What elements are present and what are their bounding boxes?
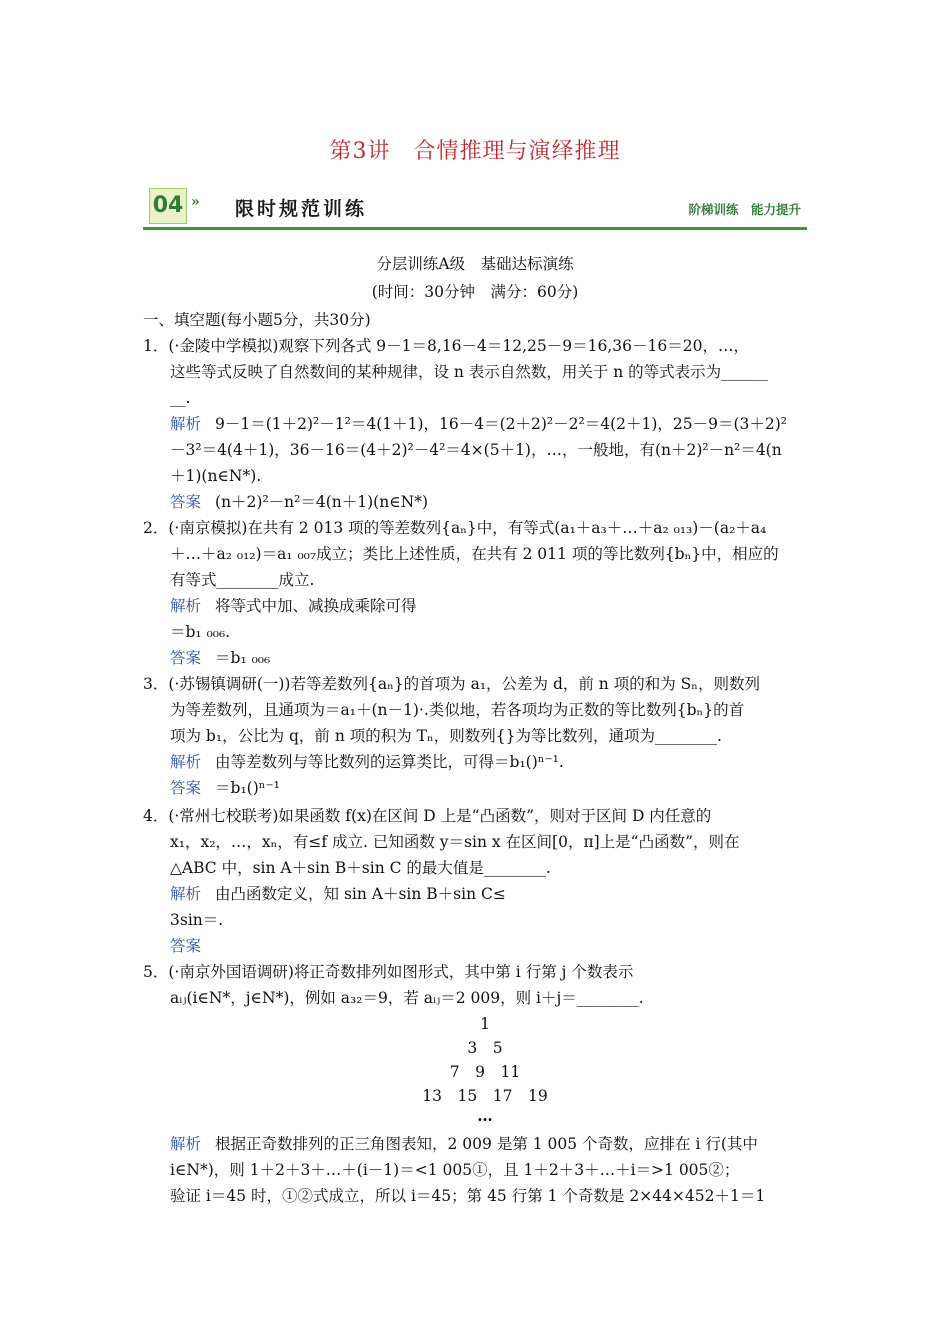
analysis-label: 解析	[170, 1135, 202, 1153]
time-limit: (时间：30分钟 满分：60分)	[371, 283, 579, 301]
q5-analysis-1: 解析 根据正奇数排列的正三角图表知，2 009 是第 1 005 个奇数，应排在 i 行(其中	[170, 1135, 758, 1153]
triangle-row-2: 3 5	[467, 1039, 503, 1057]
q1-analysis-1: 解析 9－1＝(1＋2)²－1²＝4(1＋1)，16－4＝(2＋2)²－2²＝4(2＋1)，25－9＝(3＋2)²	[170, 415, 788, 433]
q2-stem-3: 有等式________成立.	[170, 571, 315, 589]
q3-answer: 答案 ＝b₁()ⁿ⁻¹	[170, 779, 280, 797]
banner-title: 限时规范训练	[235, 198, 368, 220]
q4-analysis-1: 解析 由凸函数定义，知 sin A＋sin B＋sin C≤	[170, 885, 506, 903]
q3-stem-3: 项为 b₁，公比为 q，前 n 项的积为 Tₙ，则数列{}为等比数列，通项为________.	[170, 727, 722, 745]
triangle-row-3: 7 9 11	[449, 1063, 521, 1081]
q4-stem-2: x₁，x₂，…，xₙ，有≤f 成立. 已知函数 y＝sin x 在区间[0，π]上是“凸函数”，则在	[170, 833, 740, 851]
section-banner	[143, 186, 807, 230]
q4-stem-1: 4．(·常州七校联考)如果函数 f(x)在区间 D 上是“凸函数”，则对于区间 D 内任意的	[143, 807, 712, 825]
analysis-label: 解析	[170, 597, 202, 615]
q5-stem-2: aᵢⱼ(i∈N*，j∈N*)，例如 a₃₂＝9，若 aᵢⱼ＝2 009，则 i＋j＝________.	[170, 989, 644, 1007]
q1-analysis-2: －3²＝4(4＋1)，36－16＝(4＋2)²－4²＝4×(5＋1)，…，一般地，有(n＋2)²－n²＝4(n	[170, 441, 782, 459]
q2-analysis-2: ＝b₁ ₀₀₆.	[170, 623, 231, 641]
triangle-row-4: 13 15 17 19	[422, 1087, 548, 1105]
q2-stem-1: 2．(·南京模拟)在共有 2 013 项的等差数列{aₙ}中，有等式(a₁＋a₃＋…＋a₂ ₀₁₃)－(a₂＋a₄	[143, 519, 767, 537]
q5-analysis-2: i∈N*)，则 1＋2＋3＋…＋(i－1)＝<1 005①，且 1＋2＋3＋…＋i＝>1 005②；	[170, 1161, 740, 1179]
q1-answer: 答案 (n＋2)²－n²＝4(n＋1)(n∈N*)	[170, 493, 429, 511]
part-heading: 一、填空题(每小题5分，共30分)	[143, 311, 371, 329]
q1-stem-2: 这些等式反映了自然数间的某种规律，设 n 表示自然数，用关于 n 的等式表示为______	[170, 363, 768, 381]
q3-stem-2: 为等差数列，且通项为＝a₁＋(n－1)·.类似地，若各项均为正数的等比数列{bₙ}的首	[170, 701, 745, 719]
q5-analysis-3: 验证 i＝45 时，①②式成立，所以 i＝45；第 45 行第 1 个奇数是 2×44×452＋1＝1	[170, 1187, 766, 1205]
triangle-row-1: 1	[480, 1015, 490, 1033]
q1-stem-3: __.	[170, 389, 191, 407]
triangle-row-5: …	[477, 1106, 493, 1125]
q2-analysis-1: 解析 将等式中加、减换成乘除可得	[170, 597, 417, 615]
q1-analysis-3: ＋1)(n∈N*).	[170, 467, 262, 485]
q2-stem-2: ＋…＋a₂ ₀₁₂)＝a₁ ₀₀₇成立；类比上述性质，在共有 2 011 项的等比数列{bₙ}中，相应的	[170, 545, 779, 563]
q4-analysis-2: 3sin＝.	[170, 911, 224, 929]
q2-answer: 答案 ＝b₁ ₀₀₆	[170, 649, 271, 667]
answer-label: 答案	[170, 779, 202, 797]
analysis-label: 解析	[170, 753, 202, 771]
banner-subtitle: 阶梯训练 能力提升	[688, 202, 801, 217]
lesson-title: 第3讲 合情推理与演绎推理	[329, 139, 621, 164]
banner-badge: 04	[149, 188, 187, 224]
q4-answer	[170, 936, 215, 956]
q5-stem-1: 5．(·南京外国语调研)将正奇数排列如图形式，其中第 i 行第 j 个数表示	[143, 963, 634, 981]
analysis-label: 解析	[170, 415, 202, 433]
answer-label: 答案	[170, 493, 202, 511]
section-heading: 分层训练A级 基础达标演练	[376, 255, 574, 273]
analysis-label: 解析	[170, 885, 202, 903]
answer-label: 答案	[170, 937, 202, 955]
q4-stem-3: △ABC 中，sin A＋sin B＋sin C 的最大值是________.	[170, 859, 551, 877]
banner-arrows-icon: »	[191, 194, 200, 210]
q1-stem-1: 1．(·金陵中学模拟)观察下列各式 9－1＝8,16－4＝12,25－9＝16,36－16＝20，…，	[143, 337, 749, 355]
q3-stem-1: 3．(·苏锡镇调研(一))若等差数列{aₙ}的首项为 a₁，公差为 d，前 n 项的和为 Sₙ，则数列	[143, 675, 760, 693]
answer-label: 答案	[170, 649, 202, 667]
q3-analysis-1: 解析 由等差数列与等比数列的运算类比，可得＝b₁()ⁿ⁻¹.	[170, 753, 564, 771]
